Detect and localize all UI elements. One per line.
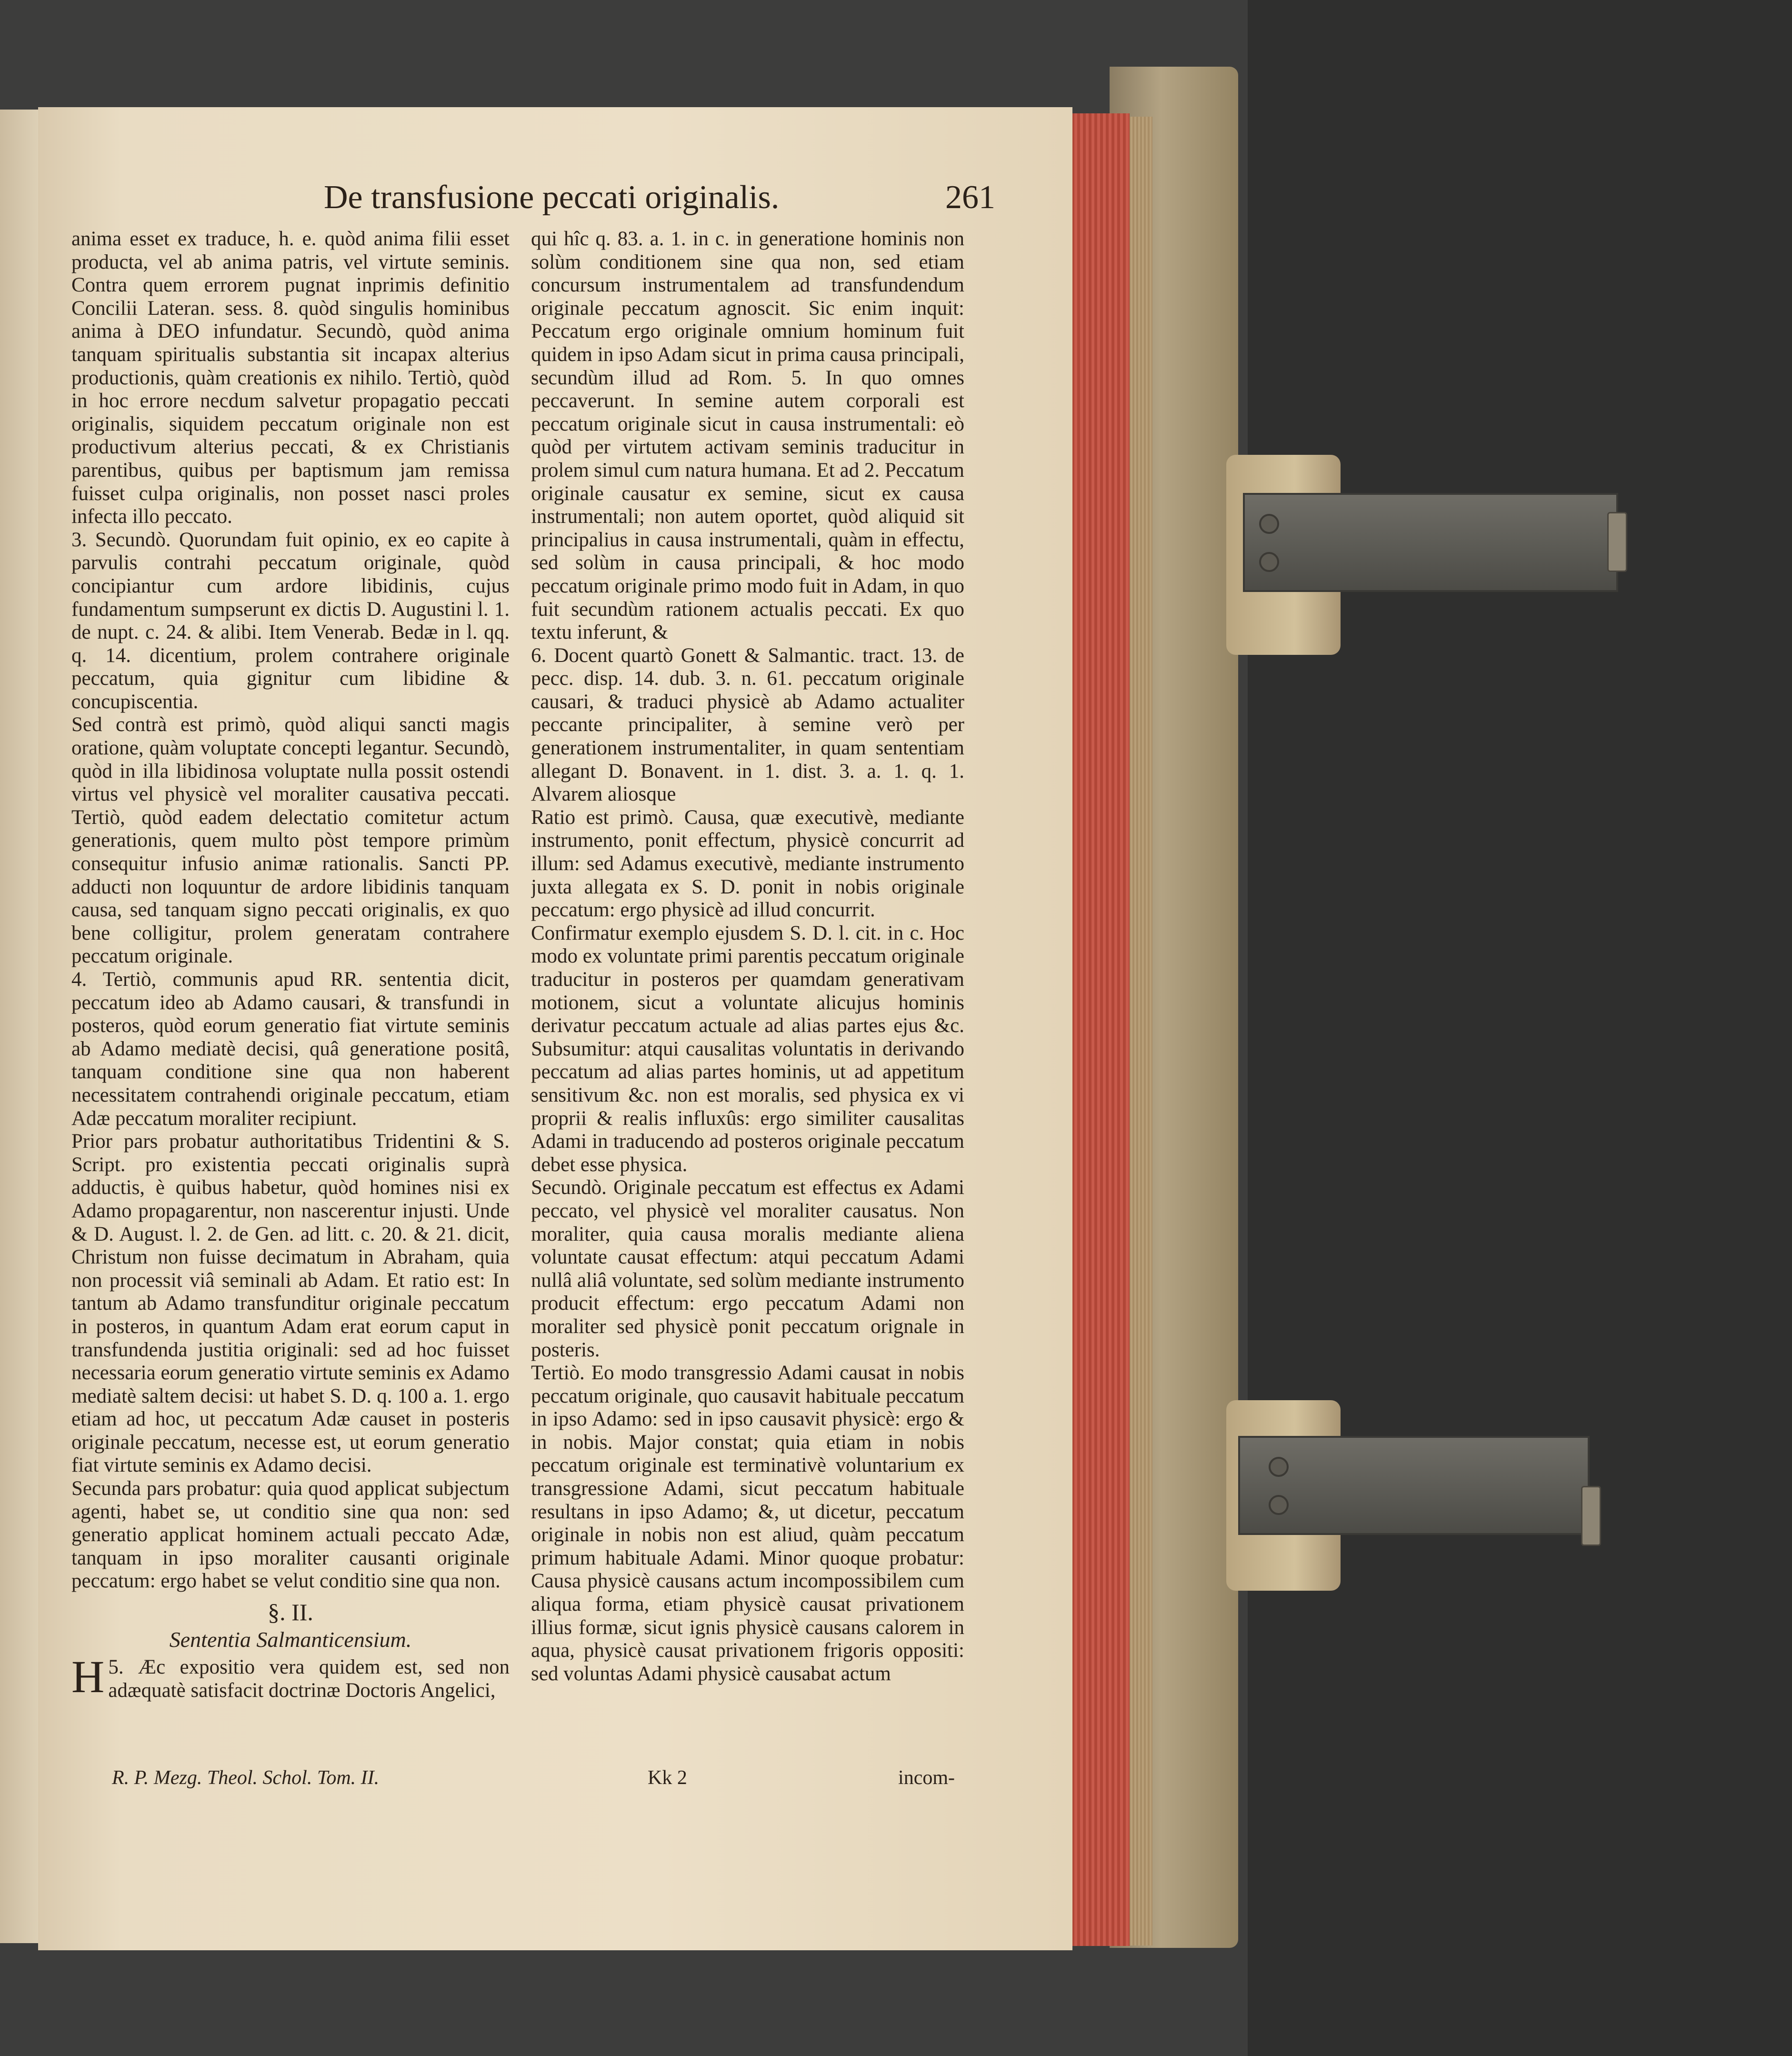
paragraph: Sed contrà est primò, quòd aliqui sancti magis oratione, quàm voluptate concepti legantur. Secundò, quòd in illa libidinosa voluptate nulla possit ostendi virtus vel physicè vel moraliter causativa peccati. Tertiò, quòd eadem delectatio comitetur actum generationis, quem multo pòst tempore primùm consequitur infusio animæ rationalis. Sancti PP. adducti non loquuntur de ardore libidinis tanquam causa, sed tanquam signo peccati originalis, ex quo bene colligitur, prolem generatam contrahere peccatum originale. [71, 713, 510, 968]
page-footer [112, 1765, 955, 1793]
paragraph-text: Æc expositio vera quidem est, sed non adæquatè satisfacit doctrinæ Doctoris Angelici, [108, 1656, 510, 1702]
paragraph: 3. Secundò. Quorundam fuit opinio, ex eo capite à parvulis contrahi peccatum originale, quòd concipiantur cum ardore libidinis, cujus fundamentum sumpserunt ex dictis D. Augustini l. 1. de nupt. c. 24. & alibi. Item Venerab. Bedæ in l. qq. q. 14. dicentium, prolem contrahere originale peccatum, quia gignitur cum libidine & concupiscentia. [71, 528, 510, 713]
running-title: De transfusione peccati originalis. [324, 179, 780, 216]
clasp-strap-upper [1243, 493, 1618, 592]
paragraph: qui hîc q. 83. a. 1. in c. in generatione hominis non solùm conditionem sine qua non, sed etiam concursum instrumentalem ad transfundendum originale peccatum agnoscit. Sic enim inquit: Peccatum ergo originale omnium hominum fuit quidem in ipso Adam sicut in prima causa principali, secundùm illud ad Rom. 5. In quo omnes peccaverunt. In semine autem corporali est peccatum originale sicut in causa instrumentali: eò quòd per virtutem activam seminis traducitur in prolem simul cum natura humana. Et ad 2. Peccatum originale causatur ex semine, sicut ex causa instrumentali; non autem oportet, quòd aliquid sit principalius in causa instrumentali, quàm in effectu, sed solùm in causa principali, & hoc modo peccatum originale primo modo fuit in Adam, in quo fuit secundùm rationem actualis peccati. Ex quo textu inferunt, & [531, 228, 964, 644]
red-page-edges [1063, 113, 1130, 1946]
paragraph: Secunda pars probatur: quia quod applicat subjectum agenti, habet se, ut conditio sine qua non: sed generatio applicat hominem actuali peccato Adæ, tanquam in ipso moraliter causanti originale peccatum: ergo habet se velut conditio sine qua non. [71, 1477, 510, 1593]
right-column [531, 228, 964, 1766]
left-column [71, 228, 510, 1766]
clasp-hinge-lower [1581, 1486, 1601, 1546]
paragraph-with-dropcap [71, 1651, 510, 1703]
rivet-icon [1259, 514, 1279, 534]
paragraph: Tertiò. Eo modo transgressio Adami causat in nobis peccatum originale, quo causavit habituale peccatum in ipso Adamo: sed in ipso causavit physicè: ergo & in nobis. Major constat; quia etiam in nobis peccatum originale est terminativè voluntarium ex transgressione Adami, sicut peccatum habituale resultans in ipso Adamo; &, ut dicetur, peccatum originale in nobis non est aliud, quàm peccatum primum habituale Adami. Minor quoque probatur: Causa physicè causans actum incompossibilem cum aliqua forma, etiam physicè causat privationem illius formæ, sicut ignis physicè causans calorem in aqua, physicè causat privationem frigoris oppositi: sed voluntas Adami physicè causabat actum [531, 1362, 964, 1685]
clasp-hinge-upper [1607, 512, 1627, 572]
facing-page-fragments [2, 310, 35, 1929]
paragraph: Prior pars probatur authoritatibus Tridentini & S. Script. pro existentia peccati originalis suprà adductis, è quibus habetur, quòd homines nisi ex Adamo propagarentur, non nascerentur injusti. Unde & D. August. l. 2. de Gen. ad litt. c. 20. & 21. dicit, Christum non fuisse decimatum in Abraham, quia non processit viâ seminali ab Adam. Et ratio est: In tantum ab Adamo transfunditur originale peccatum in posteros, in quantum Adam erat eorum caput in transfundenda justitia originali: sed ad hoc fuisset necessaria eorum generatio virtute seminis ex Adamo mediatè saltem decisi: ut habet S. D. q. 100 a. 1. ergo etiam ad hoc, ut peccatum Adæ causet in posteris originale peccatum, necesse est, ut eorum generatio fiat virtute seminis ex Adamo decisi. [71, 1130, 510, 1477]
paragraph-number: 5. [108, 1656, 124, 1679]
paragraph: Ratio est primò. Causa, quæ executivè, mediante instrumento, ponit effectum, physicè concurrit ad illum: sed Adamus executivè, mediante instrumento juxta allegata ex S. D. ponit in nobis originale peccatum: ergo physicè ad illud concurrit. [531, 806, 964, 922]
section-title: Sententia Salmanticensium. [169, 1627, 412, 1652]
page-header [324, 176, 995, 219]
section-number: §. II. [268, 1599, 313, 1626]
page-number: 261 [945, 179, 995, 216]
paragraph: Confirmatur exemplo ejusdem S. D. l. cit. in c. Hoc modo ex voluntate primi parentis peccatum originale traducitur in posteros per quamdam generativam motionem, sicut a voluntate alicujus hominis derivatur peccatum actuale ad alias partes ejus &c. Subsumitur: atqui causalitas voluntatis in derivando peccatum ad alias partes hominis, ut ad appetitum sensitivum &c. non est moralis, sed physica ex vi proprii & realis influxûs: ergo similiter causalitas Adami in traducendo ad posteros originale peccatum debet esse physica. [531, 922, 964, 1176]
paragraph: anima esset ex traduce, h. e. quòd anima filii esset producta, vel ab anima patris, vel virtute seminis. Contra quem errorem pugnat inprimis definitio Concilii Lateran. sess. 8. quòd singulis hominibus anima à DEO infundatur. Secundò, quòd anima tanquam spiritualis substantia sit incapax alterius productionis, quàm creationis ex nihilo. Tertiò, quòd in hoc errore necdum salvetur propagatio peccati originalis, siquidem peccatum originale non est productivum alterius peccati, & ex Christianis parentibus, quibus per baptismum jam remissa fuisset culpa originalis, non posset nasci proles infecta illo peccato. [71, 228, 510, 528]
printer-signature-line: R. P. Mezg. Theol. Schol. Tom. II. [112, 1767, 380, 1789]
catchword: incom- [898, 1767, 955, 1789]
drop-cap: H [71, 1651, 105, 1703]
facing-page-strip [0, 110, 38, 1943]
clasp-strap-lower [1238, 1436, 1590, 1535]
rivet-icon [1269, 1495, 1289, 1515]
background-dark [1248, 0, 1792, 2056]
rivet-icon [1269, 1457, 1289, 1477]
paragraph: 6. Docent quartò Gonett & Salmantic. tract. 13. de pecc. disp. 14. dub. 3. n. 61. peccatum originale causari, & traduci physicè ab Adamo actualiter peccante principaliter, à semine verò per generationem instrumentaliter, in quam sententiam allegant D. Bonavent. in 1. dist. 3. a. 1. q. 1. Alvarem aliosque [531, 644, 964, 806]
paragraph: Secundò. Originale peccatum est effectus ex Adami peccato, vel physicè vel moraliter causatus. Non moraliter, quia causa moralis mediante aliena voluntate causat effectum: atqui peccatum Adami nullâ aliâ voluntate, sed solùm mediante instrumento producit effectum: ergo peccatum Adami non moraliter sed physicè ponit peccatum orignale in posteris. [531, 1176, 964, 1361]
paragraph: 4. Tertiò, communis apud RR. sententia dicit, peccatum ideo ab Adamo causari, & transfundi in posteros, quòd eorum generatio fiat virtute seminis ab Adamo mediatè decisi, quâ generatione positâ, tanquam conditione sine qua non haberent necessitatem contrahendi originale peccatum, etiam Adæ peccatum moraliter recipiunt. [71, 968, 510, 1130]
signature-mark: Kk 2 [648, 1767, 687, 1789]
rivet-icon [1259, 552, 1279, 572]
